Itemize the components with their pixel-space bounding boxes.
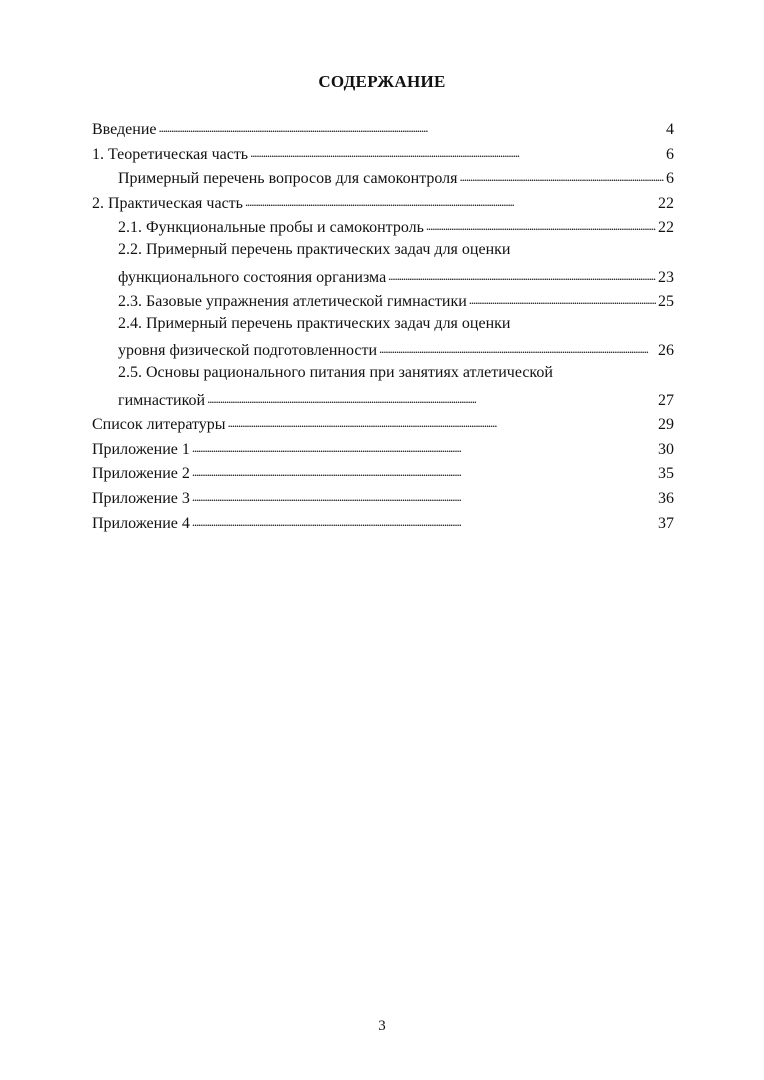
toc-entry-title: 2.1. Функциональные пробы и самоконтроль <box>118 219 424 237</box>
toc-entry-title: Приложение 4 <box>92 514 190 532</box>
toc-entry-title: уровня физической подготовленности <box>118 342 378 360</box>
toc-entry-title: 2.3. Базовые упражнения атлетической гимнастики <box>118 293 467 311</box>
toc-entry-page: 30 <box>658 440 674 458</box>
toc-entry-title: Введение <box>92 121 157 138</box>
toc-entry-title: Список литературы <box>92 416 226 434</box>
toc-entry[interactable] <box>92 290 674 315</box>
page-number: 3 <box>378 1018 386 1034</box>
toc-entry[interactable] <box>92 364 674 389</box>
table-of-contents <box>92 118 674 536</box>
dot-leader <box>192 512 656 528</box>
toc-entry[interactable] <box>92 413 674 438</box>
toc-entry-title: 2.5. Основы рационального питания при занятиях атлетической <box>118 363 553 381</box>
toc-entry-page: 22 <box>658 219 674 237</box>
dot-leader <box>379 339 656 355</box>
toc-entry-title: гимнастикой <box>118 391 206 409</box>
page-title: СОДЕРЖАНИЕ <box>318 72 446 91</box>
toc-entry-page: 27 <box>658 391 674 409</box>
dot-leader <box>228 413 656 429</box>
toc-entry-page: 22 <box>658 194 674 212</box>
dot-leader <box>207 389 656 405</box>
toc-entry-title: Приложение 2 <box>92 465 190 483</box>
toc-entry[interactable] <box>92 167 674 192</box>
toc-entry[interactable] <box>92 315 674 340</box>
toc-entry-title: 2.2. Примерный перечень практических задач для оценки <box>118 240 511 258</box>
toc-entry[interactable] <box>92 487 674 512</box>
toc-entry[interactable] <box>92 389 674 414</box>
toc-entry-title: 2. Практическая часть <box>92 194 243 212</box>
dot-leader <box>192 462 656 478</box>
dot-leader <box>192 438 656 454</box>
toc-entry-title: 1. Теоретическая часть <box>92 145 249 163</box>
toc-entry-page: 29 <box>658 416 674 434</box>
toc-entry[interactable] <box>92 241 674 266</box>
dot-leader <box>426 216 656 232</box>
toc-entry-page: 35 <box>658 465 674 483</box>
toc-entry-title: функционального состояния организма <box>118 268 387 286</box>
toc-entry[interactable] <box>92 438 674 463</box>
dot-leader <box>460 167 664 183</box>
toc-entry[interactable] <box>92 462 674 487</box>
toc-entry-page: 37 <box>658 514 674 532</box>
toc-entry-title: Приложение 1 <box>92 440 190 458</box>
dot-leader <box>192 487 656 503</box>
toc-entry[interactable] <box>92 512 674 537</box>
toc-entry[interactable] <box>92 118 674 143</box>
toc-entry-page: 6 <box>666 145 674 163</box>
dot-leader <box>388 266 656 282</box>
dot-leader <box>250 143 664 159</box>
toc-entry-page: 25 <box>658 293 674 311</box>
toc-entry[interactable] <box>92 143 674 168</box>
toc-entry-page: 36 <box>658 489 674 507</box>
toc-entry-page: 6 <box>666 170 674 188</box>
dot-leader <box>159 118 665 134</box>
toc-entry-page: 26 <box>658 342 674 360</box>
toc-entry[interactable] <box>92 192 674 217</box>
toc-entry-title: 2.4. Примерный перечень практических задач для оценки <box>118 314 511 332</box>
dot-leader <box>245 192 656 208</box>
toc-entry-title: Примерный перечень вопросов для самоконтроля <box>118 170 458 188</box>
toc-entry[interactable] <box>92 216 674 241</box>
toc-entry-page: 23 <box>658 268 674 286</box>
dot-leader <box>469 290 656 306</box>
toc-entry-title: Приложение 3 <box>92 489 190 507</box>
toc-entry[interactable] <box>92 339 674 364</box>
toc-entry[interactable] <box>92 266 674 291</box>
toc-entry-page: 4 <box>666 121 674 138</box>
